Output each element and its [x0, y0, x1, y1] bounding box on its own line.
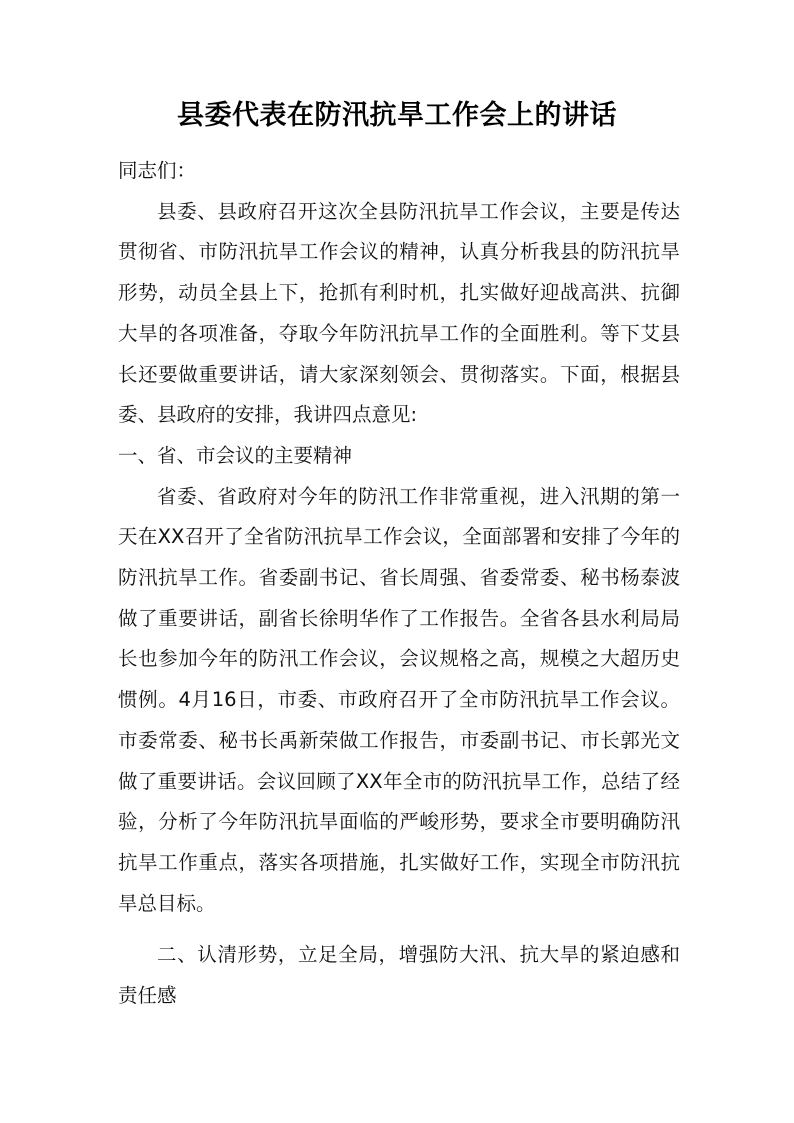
salutation: 同志们：	[118, 159, 197, 182]
section-heading-1: 一、省、市会议的主要精神	[118, 443, 353, 467]
section-heading-2: 二、认清形势，立足全局，增强防大汛、抗大旱的紧迫感和责任感	[118, 943, 680, 1008]
document-body	[118, 151, 680, 1017]
intro-paragraph: 县委、县政府召开这次全县防汛抗旱工作会议，主要是传达贯彻省、市防汛抗旱工作会议的精神，认真分析我县的防汛抗旱形势，动员全县上下，抢抓有利时机，扎实做好迎战高洪、抗御大旱的各项准备，夺取今年防汛抗旱工作的全面胜利。等下艾县长还要做重要讲话，请大家深刻领会、贯彻落实。下面，根据县委、县政府的安排，我讲四点意见:	[118, 199, 680, 427]
section-1-paragraph: 省委、省政府对今年的防汛工作非常重视，进入汛期的第一天在XX召开了全省防汛抗旱工作会议，全面部署和安排了今年的防汛抗旱工作。省委副书记、省长周强、省委常委、秘书杨泰波做了重要讲话，副省长徐明华作了工作报告。全省各县水利局局长也参加今年的防汛工作会议，会议规格之高，规模之大超历史惯例。4月16日，市委、市政府召开了全市防汛抗旱工作会议。市委常委、秘书长禹新荣做工作报告，市委副书记、市长郭光文做了重要讲话。会议回顾了XX年全市的防汛抗旱工作，总结了经验，分析了今年防汛抗旱面临的严峻形势，要求全市要明确防汛抗旱工作重点，落实各项措施，扎实做好工作，实现全市防汛抗旱总目标。	[118, 484, 680, 915]
document-title: 县委代表在防汛抗旱工作会上的讲话	[177, 100, 617, 131]
